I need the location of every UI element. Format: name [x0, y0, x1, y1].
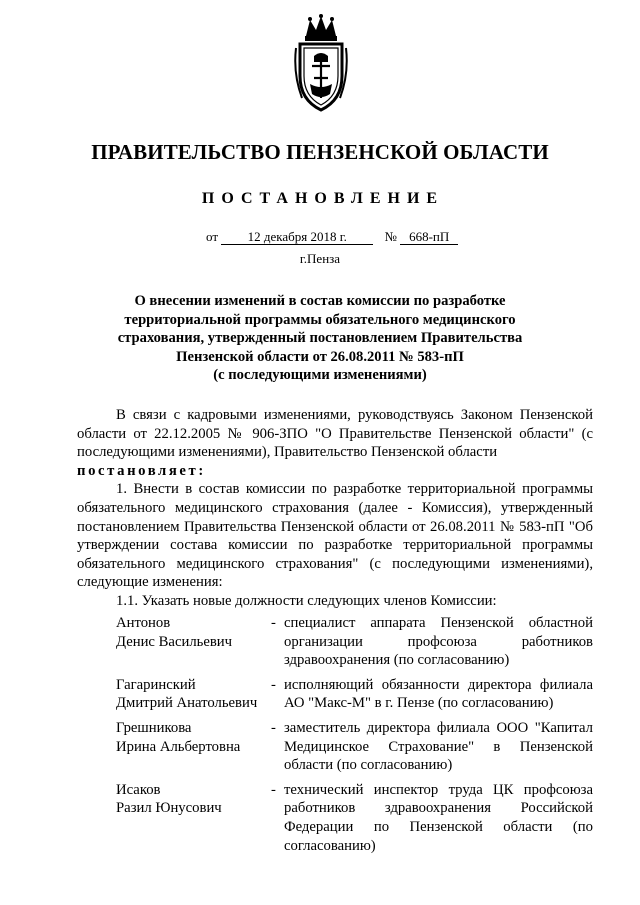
- member-name: [116, 676, 306, 713]
- decree-word: постановляет:: [77, 462, 206, 479]
- member-position: заместитель директора филиала ООО "Капитал Медицинское Страхование" в Пензенской области (по согласованию): [284, 719, 593, 774]
- member-dash: -: [271, 615, 276, 631]
- member-given-names: Ирина Альбертовна: [116, 738, 241, 755]
- member-position: технический инспектор труда ЦК профсоюза работников здравоохранения Российской Федерации по Пензенской области (по согласованию): [284, 781, 593, 854]
- date-number-line: [206, 229, 458, 245]
- member-name: [116, 614, 306, 651]
- number-prefix: №: [384, 229, 397, 244]
- clause-1-1: 1.1. Указать новые должности следующих членов Комиссии:: [116, 592, 497, 609]
- member-given-names: Дмитрий Анатольевич: [116, 695, 258, 712]
- title-line: О внесении изменений в состав комиссии по разработке: [134, 293, 506, 309]
- member-name: [116, 781, 306, 818]
- member-surname: Антонов: [116, 615, 171, 631]
- document-body: [77, 406, 593, 611]
- member-surname: Грешникова: [116, 719, 192, 736]
- city: г.Пенза: [299, 251, 341, 266]
- member-surname: Исаков: [116, 781, 161, 798]
- member-name: [116, 719, 306, 756]
- member-row: [77, 614, 593, 670]
- document-date: 12 декабря 2018 г.: [221, 229, 373, 245]
- clause-1: 1. Внести в состав комиссии по разработке территориальной программы обязательного медицинского страхования (далее - Комиссия), утвержденный постановлением Правительства Пензенской области от 26.08.2011 № 583-пП "Об утверждении состава комиссии по разработке территориальной программы обязательного медицинского страхования" (с последующими изменениями), следующие изменения:: [77, 481, 593, 591]
- member-surname: Гагаринский: [116, 676, 196, 693]
- member-dash: -: [271, 781, 276, 798]
- document-number: 668-пП: [400, 229, 458, 245]
- title-line: Пензенской области от 26.08.2011 № 583-пП: [176, 348, 464, 365]
- members-list: [77, 614, 593, 861]
- coat-of-arms-emblem: [292, 14, 350, 114]
- title-line: территориальной программы обязательного медицинского: [124, 311, 516, 328]
- member-position: специалист аппарата Пензенской областной организации профсоюза работников здравоохранения (по согласованию): [284, 615, 593, 669]
- member-row: [77, 781, 593, 855]
- member-given-names: Денис Васильевич: [116, 633, 233, 650]
- member-row: [77, 676, 593, 713]
- date-prefix: от: [206, 229, 219, 244]
- intro-paragraph: В связи с кадровыми изменениями, руководствуясь Законом Пензенской области от 22.12.2005 № 906-ЗПО "О Правительстве Пензенской области" (с последующими изменениями), Правительство Пензенской области: [77, 407, 593, 461]
- member-dash: -: [271, 676, 276, 693]
- member-row: [77, 719, 593, 775]
- document-title: [110, 292, 530, 385]
- government-title: ПРАВИТЕЛЬСТВО ПЕНЗЕНСКОЙ ОБЛАСТИ: [91, 140, 549, 164]
- title-line: страхования, утвержденный постановлением Правительства: [117, 330, 523, 346]
- member-position: исполняющий обязанности директора филиала АО "Макс-М" в г. Пензе (по согласованию): [284, 676, 593, 712]
- title-line: (с последующими изменениями): [213, 367, 427, 383]
- member-given-names: Разил Юнусович: [116, 800, 222, 817]
- document-type: ПОСТАНОВЛЕНИЕ: [201, 190, 445, 207]
- member-dash: -: [271, 719, 276, 736]
